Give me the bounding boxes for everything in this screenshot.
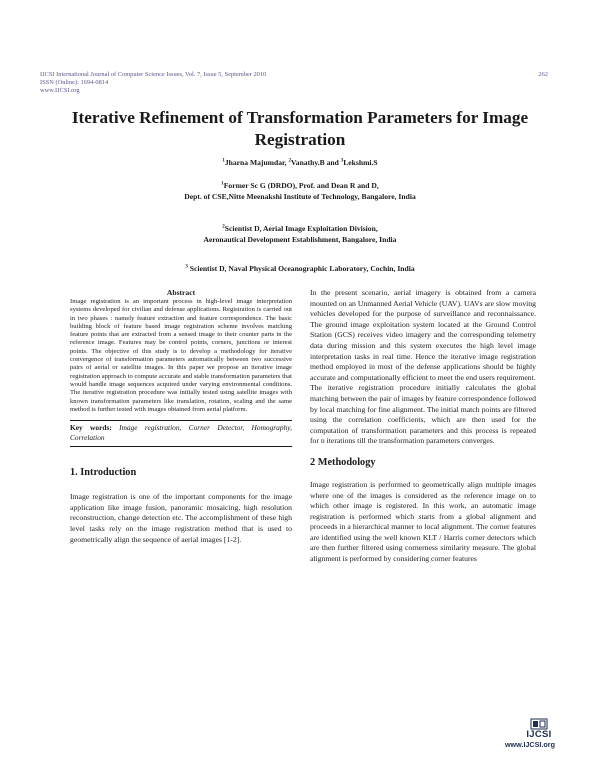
methodology-text: Image registration is performed to geometrically align multiple images where one of the images is considered as the reference image on to which other image is registered. In this work, an automatic image registration is performed which starts from a global alignment and proceeds in a hierarchical manner to local alignment. The corner features are identified using the well known KLT / Harris corner detectors which are then further filtered using cornerness similarity measure. The global alignment is performed by considering corner features xyxy=(310,479,536,564)
affiliation-2-sup: 2 xyxy=(222,224,225,230)
affiliation-1-sup: 1 xyxy=(221,181,224,187)
right-paragraph-1: In the present scenario, aerial imagery is obtained from a camera mounted on an Unmanned Aerial Vehicle (UAV). UAVs are slow moving vehicles developed for the purpose of surveillance and reconnaissance. The ground image exploitation system located at the Ground Control Station (GCS) receives video imagery and the corresponding telemetry data during mission and this system executes the high level image interpretation tasks in real time. Hence the iterative image registration method employed in most of the defense applications should be highly accurate and computationally efficient to meet the end users requirement. xyxy=(310,288,536,382)
author-1-sup: 1 xyxy=(222,158,225,164)
abstract-text: Image registration is an important process in high-level image interpretation systems developed for civilian and defense applications. Registration is carried out in two phases : namely feature extraction and feature correspondence. The basic building block of feature based image registration scheme involves matching feature points that are extracted from a sensed image to their counter parts in the reference image. Features may be control points, corners, junctions or interest points. The objective of this study is to develop a methodology for iterative convergence of transformation parameters automatically between two successive pairs of aerial or satellite images. In this paper we propose an iterative image registration approach to compute accurate and stable transformation parameters that would handle image sequences acquired under varying environmental conditions. The iterative registration procedure was initially tested using satellite images with known transformation parameters like translation, rotation, scaling and the same method is further tested with images obtained from aerial platform. xyxy=(70,298,292,413)
affiliation-1 xyxy=(40,181,560,202)
right-column xyxy=(310,288,536,565)
keywords-text: Image registration, Corner Detector, Homography, Correlation xyxy=(70,423,292,443)
affiliation-2 xyxy=(40,224,560,245)
keywords-label: Key words: xyxy=(70,423,112,433)
affiliation-1-line1: Former Sc G (DRDO), Prof. and Dean R and D, xyxy=(223,181,379,190)
journal-header xyxy=(40,71,266,95)
left-column xyxy=(70,288,292,545)
author-list xyxy=(40,158,560,167)
keywords-block xyxy=(70,420,292,447)
ijcsi-logo xyxy=(520,718,558,740)
page-number: 262 xyxy=(538,71,548,78)
right-paragraph-2: The iterative registration procedure initially calculates the global matching between the pair of images by feature correspondence followed by local matching for fine alignment. The initial match points are filtered using the correlation coefficients, which are then used for the computation of transformation parameters and this process is repeated for n iterations till the transformation parameters converges. xyxy=(310,383,536,446)
affiliation-3-line1: Scientist D, Naval Physical Oceanographic Laboratory, Cochin, India xyxy=(187,264,415,273)
author-2-sup: 2 xyxy=(288,158,291,164)
affiliation-2-line2: Aeronautical Development Establishment, Bangalore, India xyxy=(203,234,397,244)
introduction-text: Image registration is one of the important components for the image application like image fusion, panoramic mosaicing, high resolution reconstruction, change detection etc. The accomplishment of these high level tasks rely on the image registration method that is used to geometrically align the sequence of aerial images [1-2]. xyxy=(70,492,292,544)
author-1: Jharna Majumdar, xyxy=(224,158,289,167)
author-2: Vanathy.B and xyxy=(290,158,341,167)
abstract-heading: Abstract xyxy=(166,288,196,297)
affiliation-3-sup: 3 xyxy=(185,264,188,270)
logo-text: IJCSI xyxy=(526,729,552,740)
affiliation-2-line1: Scientist D, Aerial Image Exploitation Division, xyxy=(224,224,378,233)
issn-line: ISSN (Online): 1694-0814 xyxy=(40,79,109,86)
author-3-sup: 3 xyxy=(340,158,344,164)
journal-name-line: IJCSI International Journal of Computer Science Issues, Vol. 7, Issue 5, September 2010 xyxy=(40,71,267,78)
methodology-heading: 2 Methodology xyxy=(310,456,376,468)
affiliation-3 xyxy=(40,264,560,275)
affiliation-1-line2: Dept. of CSE,Nitte Meenakshi Institute of Technology, Bangalore, India xyxy=(184,191,416,201)
footer-url-link[interactable]: www.IJCSI.org xyxy=(504,740,555,749)
journal-website-link[interactable]: www.IJCSI.org xyxy=(40,87,80,94)
author-3: Lekshmi.S xyxy=(343,158,378,167)
paper-title: Iterative Refinement of Transformation Parameters for Image Registration xyxy=(71,108,529,149)
introduction-heading: 1. Introduction xyxy=(70,467,137,479)
